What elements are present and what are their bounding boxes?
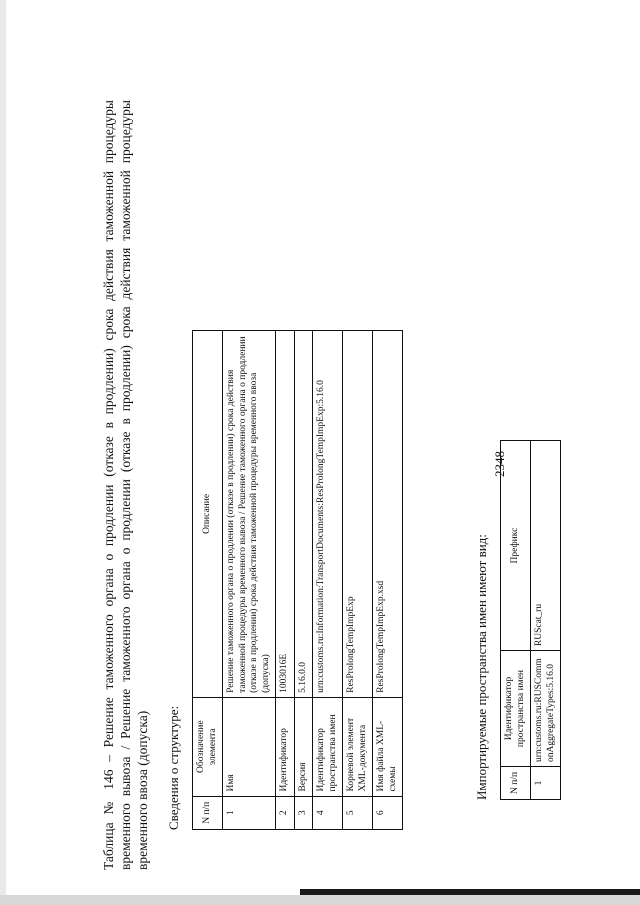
header-namespace: Идентификатор пространства имен xyxy=(501,651,531,767)
row-prefix: RUScat_ru xyxy=(531,441,561,651)
row-description: ResProlongTempImpExp xyxy=(343,331,373,698)
row-namespace: urn:customs.ru:RUSCommonAggregateTypes:5.16.0 xyxy=(531,651,561,767)
row-description: urn:customs.ru:Information:TransportDocuments:ResProlongTempImpExp:5.16.0 xyxy=(313,331,343,698)
row-number: 4 xyxy=(313,796,343,829)
row-number: 1 xyxy=(531,766,561,799)
row-number: 5 xyxy=(343,796,373,829)
table-row xyxy=(294,331,313,830)
header-n: N п/п xyxy=(193,796,223,829)
page-number: 2348 xyxy=(492,451,507,477)
row-element: Имя файла XML-схемы xyxy=(373,697,403,796)
table-title: Таблица № 146 – Решение таможенного органа о продлении (отказе в продлении) срока действия таможенной процедуры временного вывоза / Решение таможенного органа о продлении (отказе в продлении) срока действия таможенной процедуры временного ввоза (допуска) xyxy=(101,100,150,870)
scan-bottom-edge xyxy=(0,895,640,905)
scan-left-edge xyxy=(0,0,6,905)
row-description: Решение таможенного органа о продлении (отказе в продлении) срока действия таможенной процедуры временного вывоза / Решение таможенного органа о продлении (отказе в продлении) срока действия таможенной процедуры временного ввоза (допуска) xyxy=(223,331,276,698)
imports-header-row xyxy=(501,441,531,800)
header-n: N п/п xyxy=(501,766,531,799)
row-number: 2 xyxy=(276,796,295,829)
row-element: Идентификатор xyxy=(276,697,295,796)
row-element: Корневой элемент XML-документа xyxy=(343,697,373,796)
header-element: Обозначение элемента xyxy=(193,697,223,796)
table-row xyxy=(313,331,343,830)
row-number: 3 xyxy=(294,796,313,829)
row-description: 5.16.0.0 xyxy=(294,331,313,698)
imports-table xyxy=(500,440,561,800)
table-row xyxy=(531,441,561,800)
row-number: 1 xyxy=(223,796,276,829)
row-element: Версия xyxy=(294,697,313,796)
structure-header-row xyxy=(193,331,223,830)
imports-label: Импортируемые пространства имен имеют вид: xyxy=(474,534,489,800)
row-element: Идентификатор пространства имен xyxy=(313,697,343,796)
row-element: Имя xyxy=(223,697,276,796)
row-description: 1003016E xyxy=(276,331,295,698)
table-row xyxy=(276,331,295,830)
structure-label: Сведения о структуре: xyxy=(166,705,181,830)
table-row xyxy=(223,331,276,830)
scan-bottom-bar xyxy=(300,889,640,895)
row-description: ResProlongTempImpExp.xsd xyxy=(373,331,403,698)
header-description: Описание xyxy=(193,331,223,698)
row-number: 6 xyxy=(373,796,403,829)
structure-table xyxy=(192,330,403,830)
table-row xyxy=(343,331,373,830)
table-row xyxy=(373,331,403,830)
header-prefix: Префикс xyxy=(501,441,531,651)
